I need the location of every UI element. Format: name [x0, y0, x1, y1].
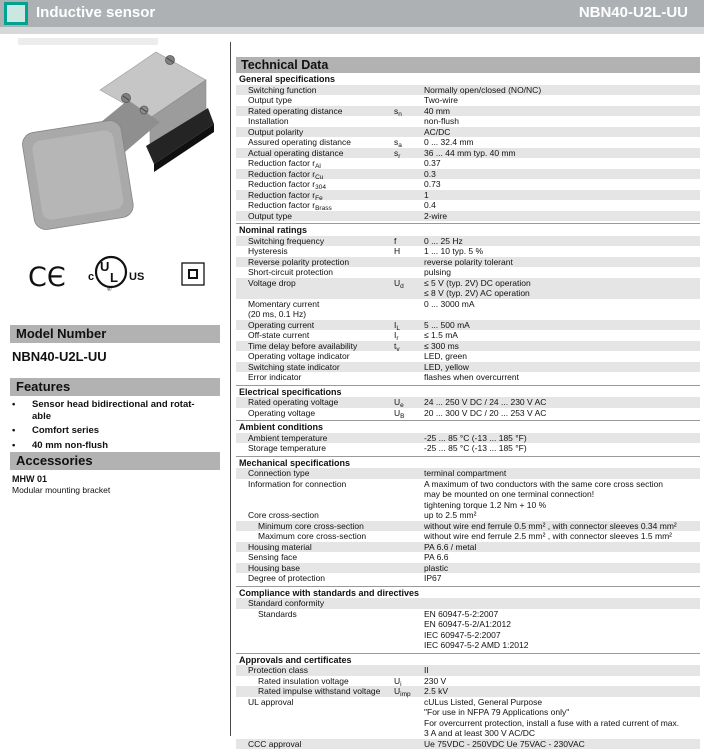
spec-section [236, 223, 700, 383]
spec-row [236, 351, 700, 362]
svg-text:®: ® [107, 287, 112, 293]
spec-row [236, 552, 700, 563]
spec-symbol [394, 267, 424, 278]
spec-value: AC/DC [424, 126, 451, 137]
spec-row [236, 116, 700, 127]
technical-data-heading: Technical Data [236, 57, 700, 73]
spec-row [236, 148, 700, 159]
spec-label: Ambient temperature [248, 432, 328, 443]
spec-symbol [394, 116, 424, 127]
spec-value: flashes when overcurrent [424, 372, 519, 382]
spec-value: A maximum of two conductors with the same core cross section may be mounted on one terminal connection! tightening torque 1.2 Nm + 10 % [424, 478, 664, 510]
spec-symbol [394, 95, 424, 106]
spec-value: 5 ... 500 mA [424, 319, 470, 330]
spec-label: Core cross-section [248, 510, 319, 520]
ce-mark [28, 262, 66, 293]
column-divider [230, 42, 231, 736]
spec-value: 0.3 [424, 168, 436, 179]
spec-row [236, 665, 700, 676]
spec-label: Rated operating distance [248, 105, 343, 116]
spec-label: Degree of protection [248, 573, 326, 583]
spec-row [236, 443, 700, 454]
spec-value: II [424, 665, 429, 675]
spec-label: Time delay before availability [248, 340, 358, 351]
spec-label: Actual operating distance [248, 147, 344, 158]
spec-symbol: $U_B$ [394, 407, 405, 420]
spec-symbol [394, 127, 424, 138]
spec-value: 0 ... 32.4 mm [424, 137, 474, 147]
spec-row [236, 200, 700, 211]
spec-label: Operating current [248, 319, 315, 330]
spec-label: UL approval [248, 696, 294, 707]
spec-symbol [394, 552, 424, 563]
spec-label: Reduction factor $r_{304}$ [248, 179, 326, 191]
spec-label: Short-circuit protection [248, 267, 334, 277]
spec-section-title: Electrical specifications [239, 386, 342, 397]
spec-section-title: Approvals and certificates [239, 654, 352, 665]
spec-value: pulsing [424, 267, 451, 277]
spec-value: -25 ... 85 °C (-13 ... 185 °F) [424, 432, 527, 443]
spec-symbol: $U_d$ [394, 277, 404, 290]
spec-label: Rated insulation voltage [258, 675, 349, 686]
spec-row [236, 85, 700, 96]
spec-symbol [394, 372, 424, 383]
spec-row [236, 468, 700, 479]
header-sub-bar [0, 27, 704, 34]
spec-label: Output type [248, 95, 292, 105]
spec-label: Operating voltage indicator [248, 351, 350, 361]
spec-row [236, 236, 700, 247]
spec-symbol [394, 351, 424, 362]
spec-symbol [394, 179, 424, 190]
spec-label: Sensing face [248, 552, 298, 562]
svg-text:U: U [100, 259, 110, 274]
model-number-heading: Model Number [10, 325, 220, 343]
spec-label: Reduction factor $r_{Brass}$ [248, 200, 332, 212]
spec-value: terminal compartment [424, 468, 507, 478]
spec-label: Switching state indicator [248, 361, 340, 372]
spec-value: 24 ... 250 V DC / 24 ... 230 V AC [424, 397, 547, 407]
spec-value: ≤ 5 V (typ. 2V) DC operation ≤ 8 V (typ. 2V) AC operation [424, 277, 531, 298]
spec-symbol [394, 665, 424, 676]
spec-value: 2-wire [424, 210, 448, 221]
spec-label: Installation [248, 116, 289, 126]
spec-row [236, 408, 700, 419]
bullet-icon: • [12, 439, 16, 451]
features-heading: Features [10, 378, 220, 396]
spec-symbol: $I_L$ [394, 319, 400, 332]
spec-value: Normally open/closed (NO/NC) [424, 84, 542, 95]
spec-section-title: Mechanical specifications [239, 457, 351, 468]
spec-row [236, 563, 700, 574]
feature-item [12, 425, 208, 437]
spec-row [236, 609, 700, 651]
spec-row [236, 573, 700, 584]
spec-symbol [394, 158, 424, 169]
spec-section [236, 420, 700, 454]
spec-symbol [394, 299, 424, 320]
spec-row [236, 479, 700, 511]
spec-row [236, 267, 700, 278]
spec-label: Information for connection [248, 478, 347, 489]
spec-symbol: $s_n$ [394, 105, 402, 118]
spec-label: Error indicator [248, 372, 302, 382]
accessory-code: MHW 01 [12, 474, 48, 484]
spec-value: 0.37 [424, 158, 441, 168]
spec-label: Minimum core cross-section [258, 520, 364, 531]
technical-data-table [236, 73, 700, 749]
brand-logo-icon [4, 2, 28, 25]
spec-symbol: $s_r$ [394, 147, 401, 160]
spec-row [236, 433, 700, 444]
spec-section-title: Nominal ratings [239, 225, 308, 235]
spec-row [236, 542, 700, 553]
spec-row [236, 190, 700, 201]
spec-label: Rated operating voltage [248, 397, 339, 407]
spec-symbol: f [394, 235, 397, 246]
spec-row [236, 257, 700, 268]
spec-section [236, 73, 700, 221]
spec-row [236, 531, 700, 542]
spec-label: Output type [248, 210, 292, 221]
spec-symbol [394, 257, 424, 268]
spec-value [424, 598, 700, 609]
spec-value: without wire end ferrule 2.5 mm² , with connector sleeves 1.5 mm² [424, 531, 673, 541]
spec-value: 0 ... 25 Hz [424, 235, 463, 246]
spec-symbol [394, 609, 424, 651]
spec-symbol: $U_{imp}$ [394, 686, 411, 698]
spec-symbol [394, 443, 424, 454]
spec-label: Output polarity [248, 126, 304, 137]
spec-symbol [394, 211, 424, 222]
spec-row [236, 179, 700, 190]
spec-row [236, 246, 700, 257]
spec-symbol [394, 521, 424, 532]
spec-value: ≤ 300 ms [424, 340, 459, 351]
spec-row [236, 278, 700, 299]
spec-symbol [394, 468, 424, 479]
spec-symbol [394, 573, 424, 584]
spec-row [236, 362, 700, 373]
spec-value: 20 ... 300 V DC / 20 ... 253 V AC [424, 407, 547, 418]
spec-row [236, 320, 700, 331]
feature-item [12, 399, 208, 422]
spec-row [236, 106, 700, 117]
spec-label: Reduction factor $r_{Cu}$ [248, 168, 324, 181]
bullet-icon: • [12, 425, 16, 436]
header-model-number: NBN40-U2L-UU [578, 4, 688, 21]
spec-value: LED, yellow [424, 361, 469, 372]
spec-row [236, 510, 700, 521]
spec-row [236, 127, 700, 138]
feature-text: Sensor head bidirectional and rotatable [32, 399, 195, 422]
spec-label: Voltage drop [248, 277, 296, 288]
product-photo [8, 38, 220, 248]
spec-symbol [394, 510, 424, 521]
spec-value: 1 ... 10 typ. 5 % [424, 246, 484, 256]
spec-symbol [394, 85, 424, 96]
spec-label: CCC approval [248, 738, 302, 749]
spec-value: up to 2.5 mm² [424, 510, 477, 520]
svg-text:L: L [110, 270, 118, 285]
spec-symbol [394, 362, 424, 373]
spec-value: IP67 [424, 573, 442, 583]
spec-row [236, 211, 700, 222]
spec-value: 0.73 [424, 179, 441, 189]
ce-mark-text: CЄ [28, 262, 66, 293]
spec-row [236, 169, 700, 180]
spec-symbol [394, 169, 424, 180]
spec-value: 40 mm [424, 105, 450, 116]
spec-value: Two-wire [424, 95, 459, 105]
spec-row [236, 95, 700, 106]
spec-symbol [394, 531, 424, 542]
spec-symbol [394, 479, 424, 511]
feature-text: 40 mm non-flush [32, 439, 109, 451]
spec-symbol [394, 542, 424, 553]
spec-symbol: $U_e$ [394, 397, 404, 409]
accessory-description: Modular mounting bracket [12, 485, 111, 495]
spec-symbol: $t_v$ [394, 340, 400, 353]
spec-label: Housing base [248, 562, 300, 573]
spec-value: -25 ... 85 °C (-13 ... 185 °F) [424, 443, 527, 453]
spec-label: Switching function [248, 84, 317, 95]
accessories-heading: Accessories [10, 452, 220, 470]
spec-value: ≤ 1.5 mA [424, 330, 458, 340]
spec-label: Maximum core cross-section [258, 531, 367, 541]
spec-value: 230 V [424, 675, 447, 686]
feature-item [12, 440, 208, 452]
spec-section [236, 385, 700, 419]
spec-symbol [394, 739, 424, 750]
spec-label: Housing material [248, 541, 312, 552]
spec-symbol [394, 563, 424, 574]
spec-label: Hysteresis [248, 246, 288, 256]
page-title: Inductive sensor [36, 4, 156, 21]
spec-label: Standards [258, 608, 297, 619]
spec-row [236, 341, 700, 352]
bullet-icon: • [12, 399, 16, 410]
spec-label: Rated impulse withstand voltage [258, 686, 381, 696]
spec-row [236, 397, 700, 408]
spec-symbol [394, 190, 424, 201]
feature-text: Comfort series [32, 425, 100, 436]
spec-label: Standard conformity [248, 598, 325, 608]
spec-row [236, 598, 700, 609]
spec-value: PA 6.6 [424, 552, 449, 562]
spec-label: Operating voltage [248, 407, 316, 418]
spec-value: non-flush [424, 116, 459, 126]
spec-value: EN 60947-5-2:2007 EN 60947-5-2/A1:2012 IEC 60947-5-2:2007 IEC 60947-5-2 AMD 1:2012 [424, 608, 529, 650]
spec-row [236, 739, 700, 750]
spec-row [236, 697, 700, 739]
spec-label: Off-state current [248, 330, 310, 340]
spec-value: 0 ... 3000 mA [424, 298, 475, 309]
spec-label: Reverse polarity protection [248, 256, 350, 267]
spec-value: 0.4 [424, 200, 436, 210]
spec-value: plastic [424, 562, 449, 573]
spec-value: LED, green [424, 351, 467, 361]
spec-section-title: General specifications [239, 74, 336, 84]
spec-row [236, 137, 700, 148]
spec-row [236, 521, 700, 532]
spec-label: Reduction factor $r_{Fe}$ [248, 189, 323, 202]
spec-row [236, 299, 700, 320]
spec-symbol [394, 200, 424, 211]
spec-section [236, 456, 700, 584]
spec-label: Momentary current (20 ms, 0.1 Hz) [248, 298, 320, 319]
spec-value: without wire end ferrule 0.5 mm² , with connector sleeves 0.34 mm² [424, 520, 677, 531]
spec-symbol [394, 697, 424, 739]
spec-section [236, 586, 700, 651]
spec-row [236, 686, 700, 697]
spec-symbol: $s_a$ [394, 137, 402, 149]
model-number: NBN40-U2L-UU [12, 349, 107, 364]
spec-label: Storage temperature [248, 443, 326, 453]
svg-text:US: US [129, 271, 145, 283]
spec-value: Ue 75VDC - 250VDC Ue 75VAC - 230VAC [424, 738, 585, 749]
spec-symbol [394, 433, 424, 444]
spec-symbol [394, 598, 424, 609]
spec-label: Connection type [248, 468, 310, 478]
spec-row [236, 372, 700, 383]
spec-value: 36 ... 44 mm typ. 40 mm [424, 147, 516, 158]
svg-text:c: c [88, 271, 95, 283]
spec-row [236, 158, 700, 169]
spec-row [236, 330, 700, 341]
spec-symbol: $I_r$ [394, 330, 399, 342]
spec-section-title: Compliance with standards and directives [239, 587, 420, 598]
spec-value: reverse polarity tolerant [424, 256, 513, 267]
spec-section-title: Ambient conditions [239, 422, 323, 432]
spec-label: Protection class [248, 665, 308, 675]
spec-label: Assured operating distance [248, 137, 352, 147]
spec-value: 2.5 kV [424, 686, 449, 696]
spec-row [236, 676, 700, 687]
spec-section [236, 653, 700, 750]
spec-symbol: $U_i$ [394, 675, 402, 688]
spec-symbol: H [394, 246, 401, 256]
spec-label: Reduction factor $r_{Al}$ [248, 158, 321, 170]
spec-label: Switching frequency [248, 235, 325, 246]
features-list [12, 399, 208, 454]
spec-value: cULus Listed, General Purpose "For use in NFPA 79 Applications only" For overcurrent protection, install a fuse with a rated current of max. 3 A and at least 300 V AC/DC [424, 696, 680, 738]
spec-value: 1 [424, 189, 429, 200]
spec-value: PA 6.6 / metal [424, 541, 477, 552]
technical-data-panel [236, 57, 700, 749]
cul-us-mark [88, 257, 144, 293]
non-flush-mounting-icon [182, 263, 204, 285]
